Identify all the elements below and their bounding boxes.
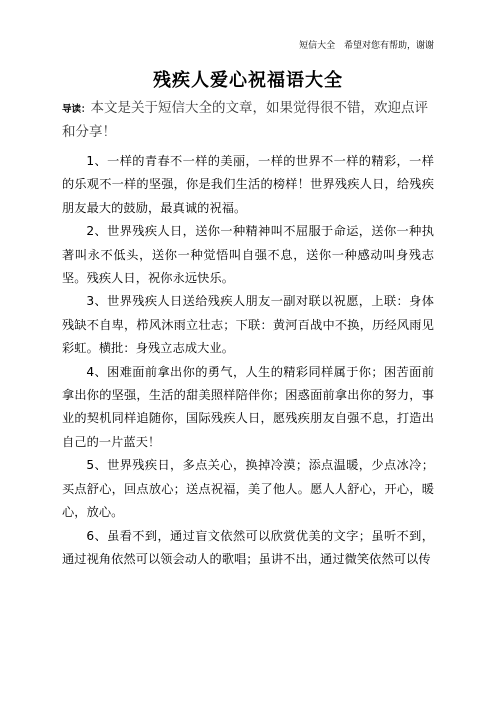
document-body xyxy=(62,150,434,571)
paragraph-1: 1、一样的青春不一样的美丽，一样的世界不一样的精彩，一样的乐观不一样的坚强，你是我们生活的榜样！世界残疾人日，给残疾朋友最大的鼓励，最真诚的祝福。 xyxy=(62,154,434,215)
intro-text: 本文是关于短信大全的文章，如果觉得很不错，欢迎点评和分享！ xyxy=(62,100,429,140)
paragraph-3: 3、世界残疾人日送给残疾人朋友一副对联以祝愿，上联：身体残缺不自卑，栉风沐雨立壮志；下联：黄河百战中不换，历经风雨见彩虹。横批：身残立志成大业。 xyxy=(62,294,434,356)
intro-lead-label: 导读： xyxy=(62,104,91,115)
header-note: 希望对您有帮助，谢谢 xyxy=(343,41,434,51)
paragraph-5: 5、世界残疾日，多点关心，换掉冷漠；添点温暖，少点冰冷；买点舒心，回点放心；送点祝福，美了他人。愿人人舒心，开心，暖心，放心。 xyxy=(62,458,434,520)
header-site-name: 短信大全 xyxy=(299,41,336,51)
paragraph-6: 6、虽看不到，通过盲文依然可以欣赏优美的文字；虽听不到，通过视角依然可以领会动人的歌唱；虽讲不出，通过微笑依然可以传 xyxy=(62,528,434,566)
page-header xyxy=(299,38,434,51)
document-title: 残疾人爱心祝福语大全 xyxy=(153,70,343,91)
paragraph-4: 4、困难面前拿出你的勇气，人生的精彩同样属于你；困苦面前拿出你的坚强，生活的甜美照样陪伴你；困惑面前拿出你的努力，事业的契机同样追随你，国际残疾人日，愿残疾朋友自强不息，打造出自己的一片蓝天！ xyxy=(62,364,434,449)
intro-block xyxy=(62,97,434,143)
paragraph-2: 2、世界残疾人日，送你一种精神叫不屈服于命运，送你一种执著叫永不低头，送你一种觉悟叫自强不息，送你一种感动叫身残志坚。残疾人日，祝你永远快乐。 xyxy=(62,224,434,286)
